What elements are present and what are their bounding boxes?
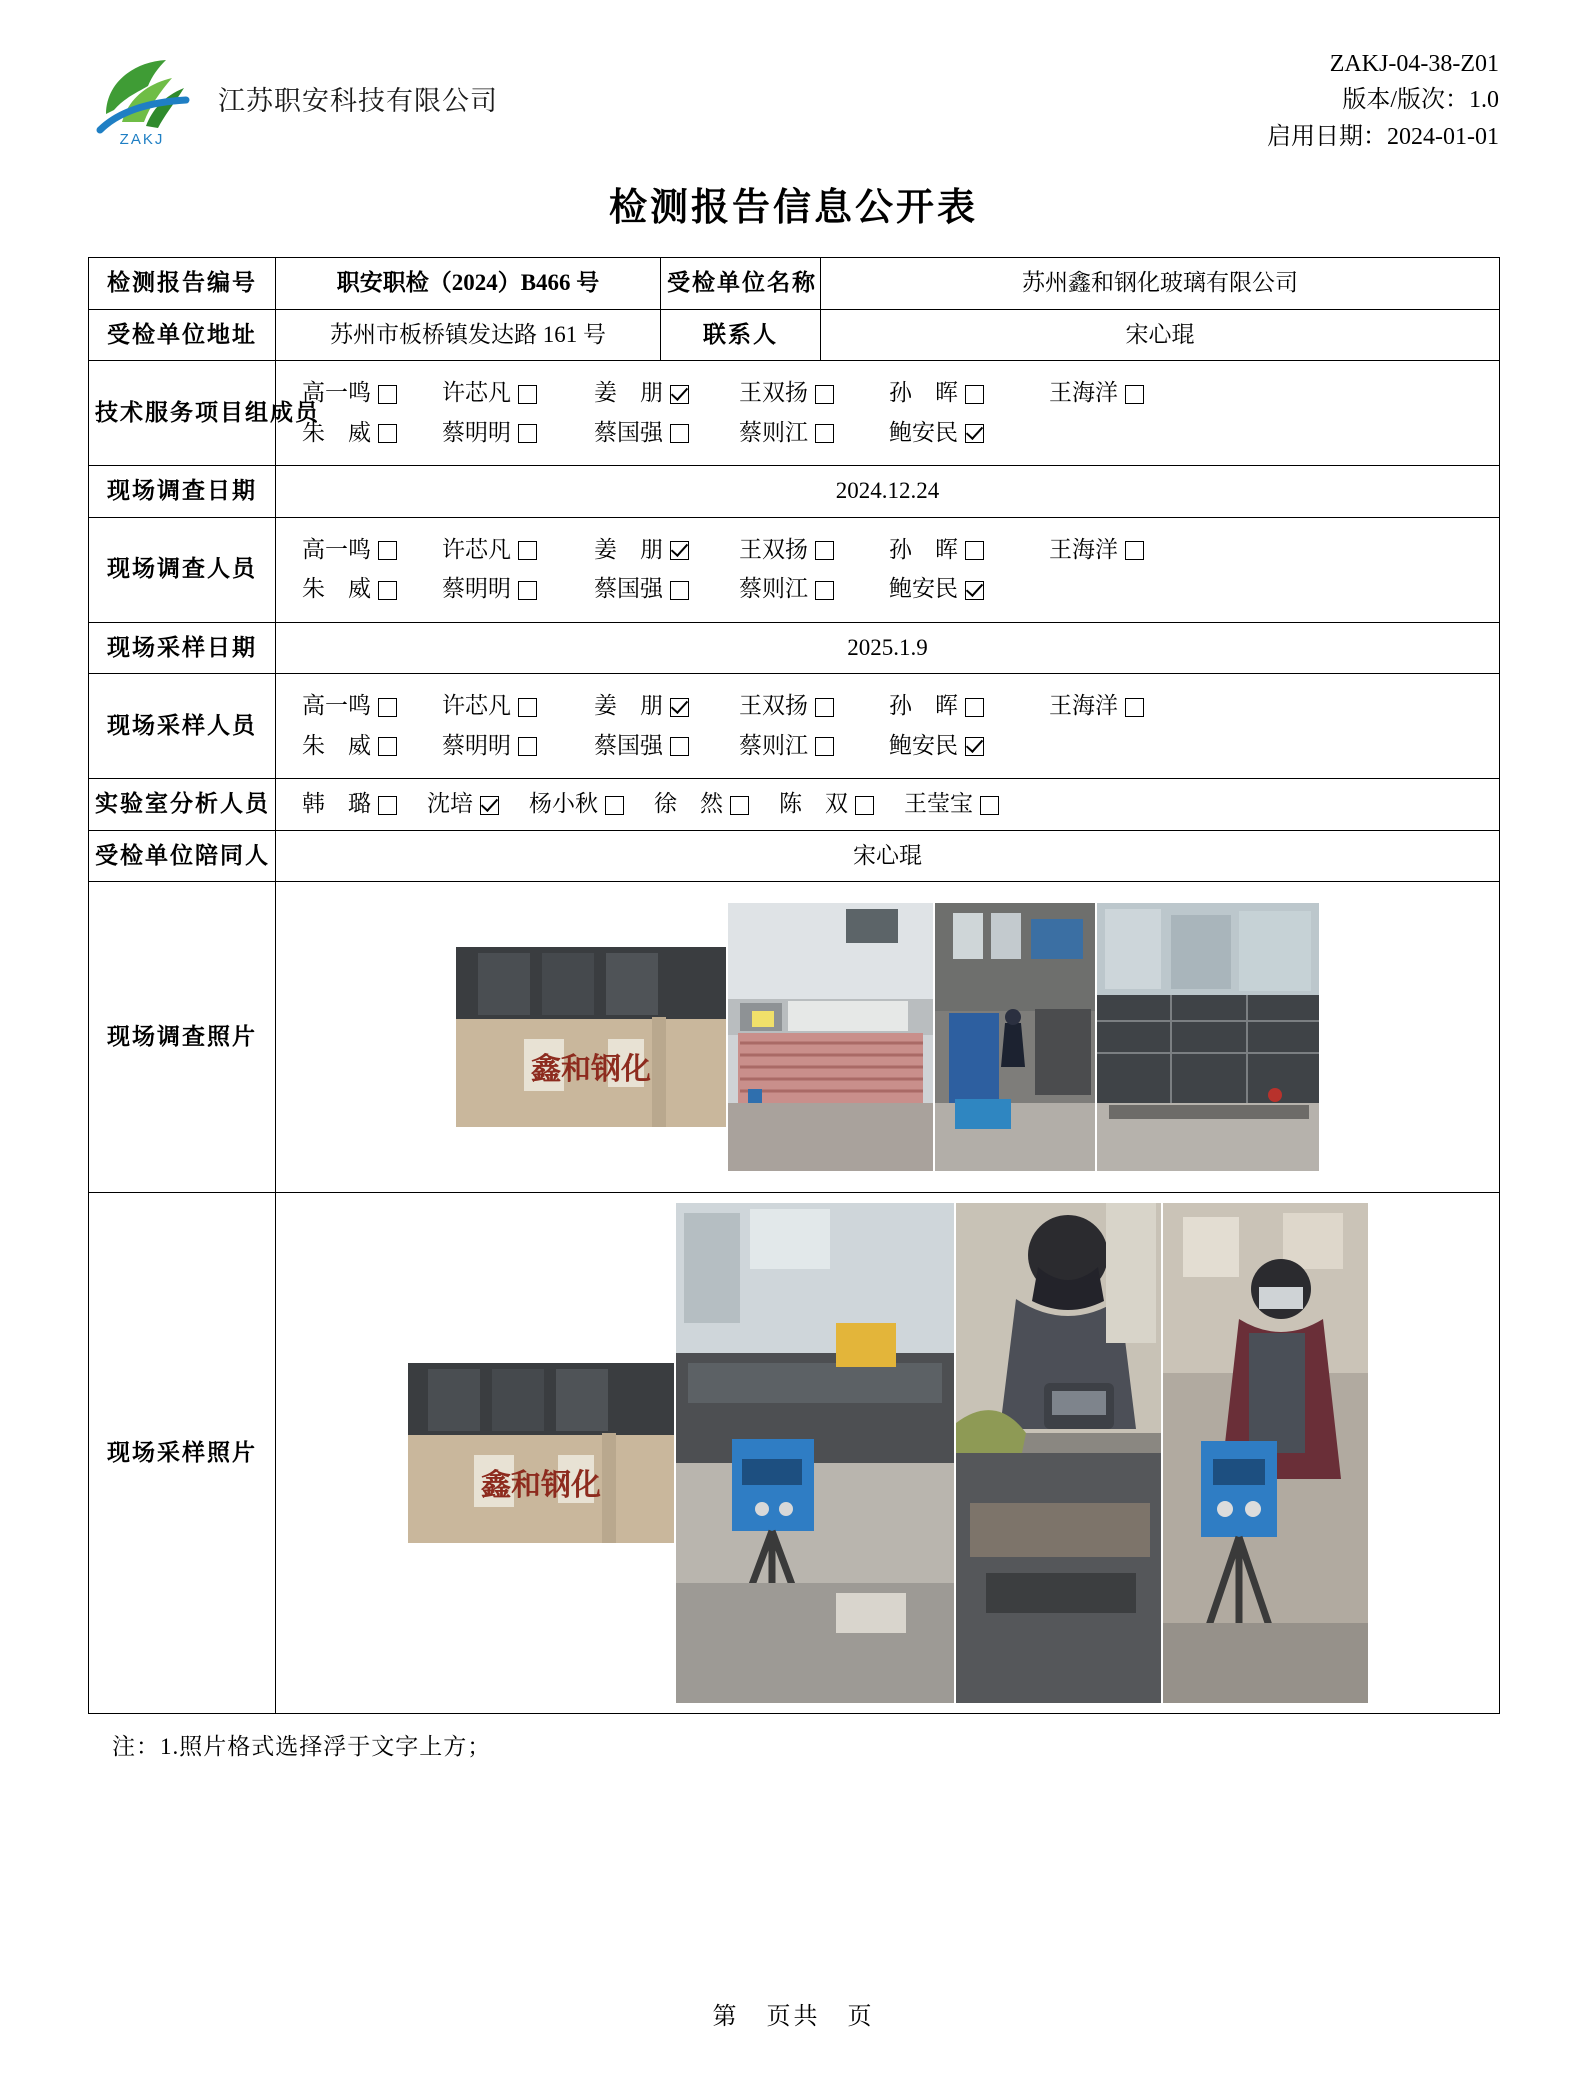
lab-staff-list <box>282 787 1493 822</box>
checkbox[interactable] <box>670 581 689 600</box>
table-row <box>89 779 1500 831</box>
person-checkbox[interactable]: 王海洋 <box>1049 689 1144 724</box>
page-footer: 第 页共 页 <box>712 2004 875 2030</box>
checkbox[interactable] <box>815 581 834 600</box>
person-row-1 <box>302 689 1493 724</box>
person-checkbox[interactable]: 王莹宝 <box>904 787 999 822</box>
person-checkbox[interactable]: 鲍安民 <box>889 572 984 607</box>
person-checkbox[interactable]: 姜 朋 <box>594 533 739 568</box>
sampling-staff-grid <box>282 682 1493 770</box>
photo-survey-3 <box>935 903 1095 1171</box>
photo-survey-1 <box>456 947 726 1127</box>
person-checkbox[interactable]: 王海洋 <box>1049 533 1144 568</box>
table-row <box>89 622 1500 674</box>
checkbox[interactable] <box>965 424 984 443</box>
person-checkbox[interactable]: 鲍安民 <box>889 729 984 764</box>
person-checkbox[interactable]: 蔡明明 <box>442 572 594 607</box>
person-checkbox[interactable]: 许芯凡 <box>442 533 594 568</box>
report-no-value: 职安职检（2024）B466 号 <box>276 258 661 310</box>
person-checkbox[interactable]: 许芯凡 <box>442 689 594 724</box>
sampling-staff-label: 现场采样人员 <box>89 674 276 779</box>
table-note: 注：1.照片格式选择浮于文字上方； <box>112 1734 492 1759</box>
person-checkbox[interactable]: 高一鸣 <box>302 533 442 568</box>
client-name-label: 受检单位名称 <box>661 258 821 310</box>
person-checkbox[interactable]: 蔡明明 <box>442 416 594 451</box>
checkbox[interactable] <box>1125 541 1144 560</box>
person-row-2 <box>302 729 1493 764</box>
person-checkbox[interactable]: 王海洋 <box>1049 376 1144 411</box>
checkbox[interactable] <box>730 796 749 815</box>
checkbox[interactable] <box>965 737 984 756</box>
lab-staff-cell <box>276 779 1500 831</box>
sampling-date-label: 现场采样日期 <box>89 622 276 674</box>
svg-text:ZAKJ: ZAKJ <box>119 131 165 148</box>
company-logo-icon <box>88 48 196 148</box>
photo-sampling-4 <box>1163 1203 1368 1703</box>
person-row-1 <box>302 533 1493 568</box>
survey-photo-strip <box>276 882 1499 1192</box>
person-checkbox[interactable]: 鲍安民 <box>889 416 984 451</box>
person-checkbox[interactable]: 朱 威 <box>302 572 442 607</box>
person-checkbox[interactable]: 许芯凡 <box>442 376 594 411</box>
person-checkbox[interactable]: 王双扬 <box>739 376 889 411</box>
person-row-2 <box>302 572 1493 607</box>
effective-date: 启用日期：2024-01-01 <box>1267 123 1499 150</box>
checkbox[interactable] <box>518 698 537 717</box>
header-left <box>88 40 498 148</box>
person-checkbox[interactable]: 陈 双 <box>779 787 874 822</box>
person-checkbox[interactable]: 高一鸣 <box>302 376 442 411</box>
checkbox[interactable] <box>670 424 689 443</box>
header-right <box>1267 40 1499 155</box>
person-checkbox[interactable]: 杨小秋 <box>529 787 624 822</box>
survey-staff-label: 现场调查人员 <box>89 517 276 622</box>
contact-value: 宋心琨 <box>821 309 1500 361</box>
page-header <box>88 40 1499 150</box>
checkbox[interactable] <box>980 796 999 815</box>
escort-label: 受检单位陪同人 <box>89 830 276 882</box>
person-checkbox[interactable]: 孙 晖 <box>889 376 1049 411</box>
sampling-photos-label: 现场采样照片 <box>89 1193 276 1714</box>
sampling-date-value: 2025.1.9 <box>276 622 1500 674</box>
escort-value: 宋心琨 <box>276 830 1500 882</box>
person-checkbox[interactable]: 蔡国强 <box>594 416 739 451</box>
photo-sampling-2 <box>676 1203 954 1703</box>
person-checkbox[interactable]: 韩 璐 <box>302 787 397 822</box>
checkbox[interactable] <box>670 385 689 404</box>
sampling-photo-strip <box>276 1193 1499 1713</box>
person-checkbox[interactable]: 蔡则江 <box>739 416 889 451</box>
checkbox[interactable] <box>518 385 537 404</box>
checkbox[interactable] <box>965 698 984 717</box>
report-info-table <box>88 257 1500 1714</box>
checkbox[interactable] <box>518 581 537 600</box>
checkbox[interactable] <box>378 385 397 404</box>
person-checkbox[interactable]: 朱 威 <box>302 416 442 451</box>
person-checkbox[interactable]: 蔡国强 <box>594 729 739 764</box>
person-checkbox[interactable]: 朱 威 <box>302 729 442 764</box>
person-checkbox[interactable]: 姜 朋 <box>594 689 739 724</box>
person-checkbox[interactable]: 沈培 <box>427 787 499 822</box>
table-row <box>89 258 1500 310</box>
checkbox[interactable] <box>480 796 499 815</box>
checkbox[interactable] <box>1125 385 1144 404</box>
checkbox[interactable] <box>378 796 397 815</box>
table-row <box>89 517 1500 622</box>
photo-survey-2 <box>728 903 933 1171</box>
checkbox[interactable] <box>378 581 397 600</box>
table-row <box>89 361 1500 466</box>
survey-photos-label: 现场调查照片 <box>89 882 276 1193</box>
checkbox[interactable] <box>605 796 624 815</box>
checkbox[interactable] <box>518 424 537 443</box>
checkbox[interactable] <box>518 737 537 756</box>
checkbox[interactable] <box>378 424 397 443</box>
client-addr-value: 苏州市板桥镇发达路 161 号 <box>276 309 661 361</box>
report-no-label: 检测报告编号 <box>89 258 276 310</box>
survey-date-value: 2024.12.24 <box>276 466 1500 518</box>
table-row <box>89 1193 1500 1714</box>
svg-text:鑫和钢化: 鑫和钢化 <box>480 1468 601 1503</box>
contact-label: 联系人 <box>661 309 821 361</box>
sampling-photos-cell <box>276 1193 1500 1714</box>
table-row <box>89 830 1500 882</box>
survey-staff-grid <box>282 526 1493 614</box>
photo-sampling-3 <box>956 1203 1161 1703</box>
person-checkbox[interactable]: 姜 朋 <box>594 376 739 411</box>
table-row <box>89 309 1500 361</box>
table-row <box>89 882 1500 1193</box>
checkbox[interactable] <box>670 541 689 560</box>
checkbox[interactable] <box>815 424 834 443</box>
checkbox[interactable] <box>815 698 834 717</box>
person-checkbox[interactable]: 孙 晖 <box>889 533 1049 568</box>
person-row-1 <box>302 376 1493 411</box>
document-code: ZAKJ-04-38-Z01 <box>1329 51 1499 77</box>
checkbox[interactable] <box>1125 698 1144 717</box>
checkbox[interactable] <box>378 698 397 717</box>
person-checkbox[interactable]: 蔡则江 <box>739 729 889 764</box>
person-checkbox[interactable]: 蔡则江 <box>739 572 889 607</box>
svg-text:鑫和钢化: 鑫和钢化 <box>531 1052 651 1087</box>
survey-staff-cell <box>276 517 1500 622</box>
survey-date-label: 现场调查日期 <box>89 466 276 518</box>
checkbox[interactable] <box>815 541 834 560</box>
team-members-cell <box>276 361 1500 466</box>
checkbox[interactable] <box>670 698 689 717</box>
survey-photos-cell <box>276 882 1500 1193</box>
checkbox[interactable] <box>378 737 397 756</box>
checkbox[interactable] <box>378 541 397 560</box>
team-label: 技术服务项目组成员 <box>89 361 276 466</box>
checkbox[interactable] <box>815 385 834 404</box>
person-checkbox[interactable]: 孙 晖 <box>889 689 1049 724</box>
checkbox[interactable] <box>815 737 834 756</box>
lab-staff-label: 实验室分析人员 <box>89 779 276 831</box>
person-checkbox[interactable]: 蔡明明 <box>442 729 594 764</box>
company-name: 江苏职安科技有限公司 <box>218 85 498 116</box>
person-checkbox[interactable]: 徐 然 <box>654 787 749 822</box>
team-members-grid <box>282 369 1493 457</box>
checkbox[interactable] <box>855 796 874 815</box>
table-row <box>89 674 1500 779</box>
sampling-staff-cell <box>276 674 1500 779</box>
person-checkbox[interactable]: 王双扬 <box>739 533 889 568</box>
checkbox[interactable] <box>965 541 984 560</box>
checkbox[interactable] <box>518 541 537 560</box>
person-checkbox[interactable]: 高一鸣 <box>302 689 442 724</box>
photo-sampling-1 <box>408 1363 674 1543</box>
document-version: 版本/版次：1.0 <box>1342 87 1499 114</box>
checkbox[interactable] <box>670 737 689 756</box>
table-row <box>89 466 1500 518</box>
client-addr-label: 受检单位地址 <box>89 309 276 361</box>
person-checkbox[interactable]: 蔡国强 <box>594 572 739 607</box>
person-row-2 <box>302 416 1493 451</box>
photo-survey-4 <box>1097 903 1319 1171</box>
checkbox[interactable] <box>965 385 984 404</box>
page-title: 检测报告信息公开表 <box>608 185 978 229</box>
client-name-value: 苏州鑫和钢化玻璃有限公司 <box>821 258 1500 310</box>
person-checkbox[interactable]: 王双扬 <box>739 689 889 724</box>
checkbox[interactable] <box>965 581 984 600</box>
